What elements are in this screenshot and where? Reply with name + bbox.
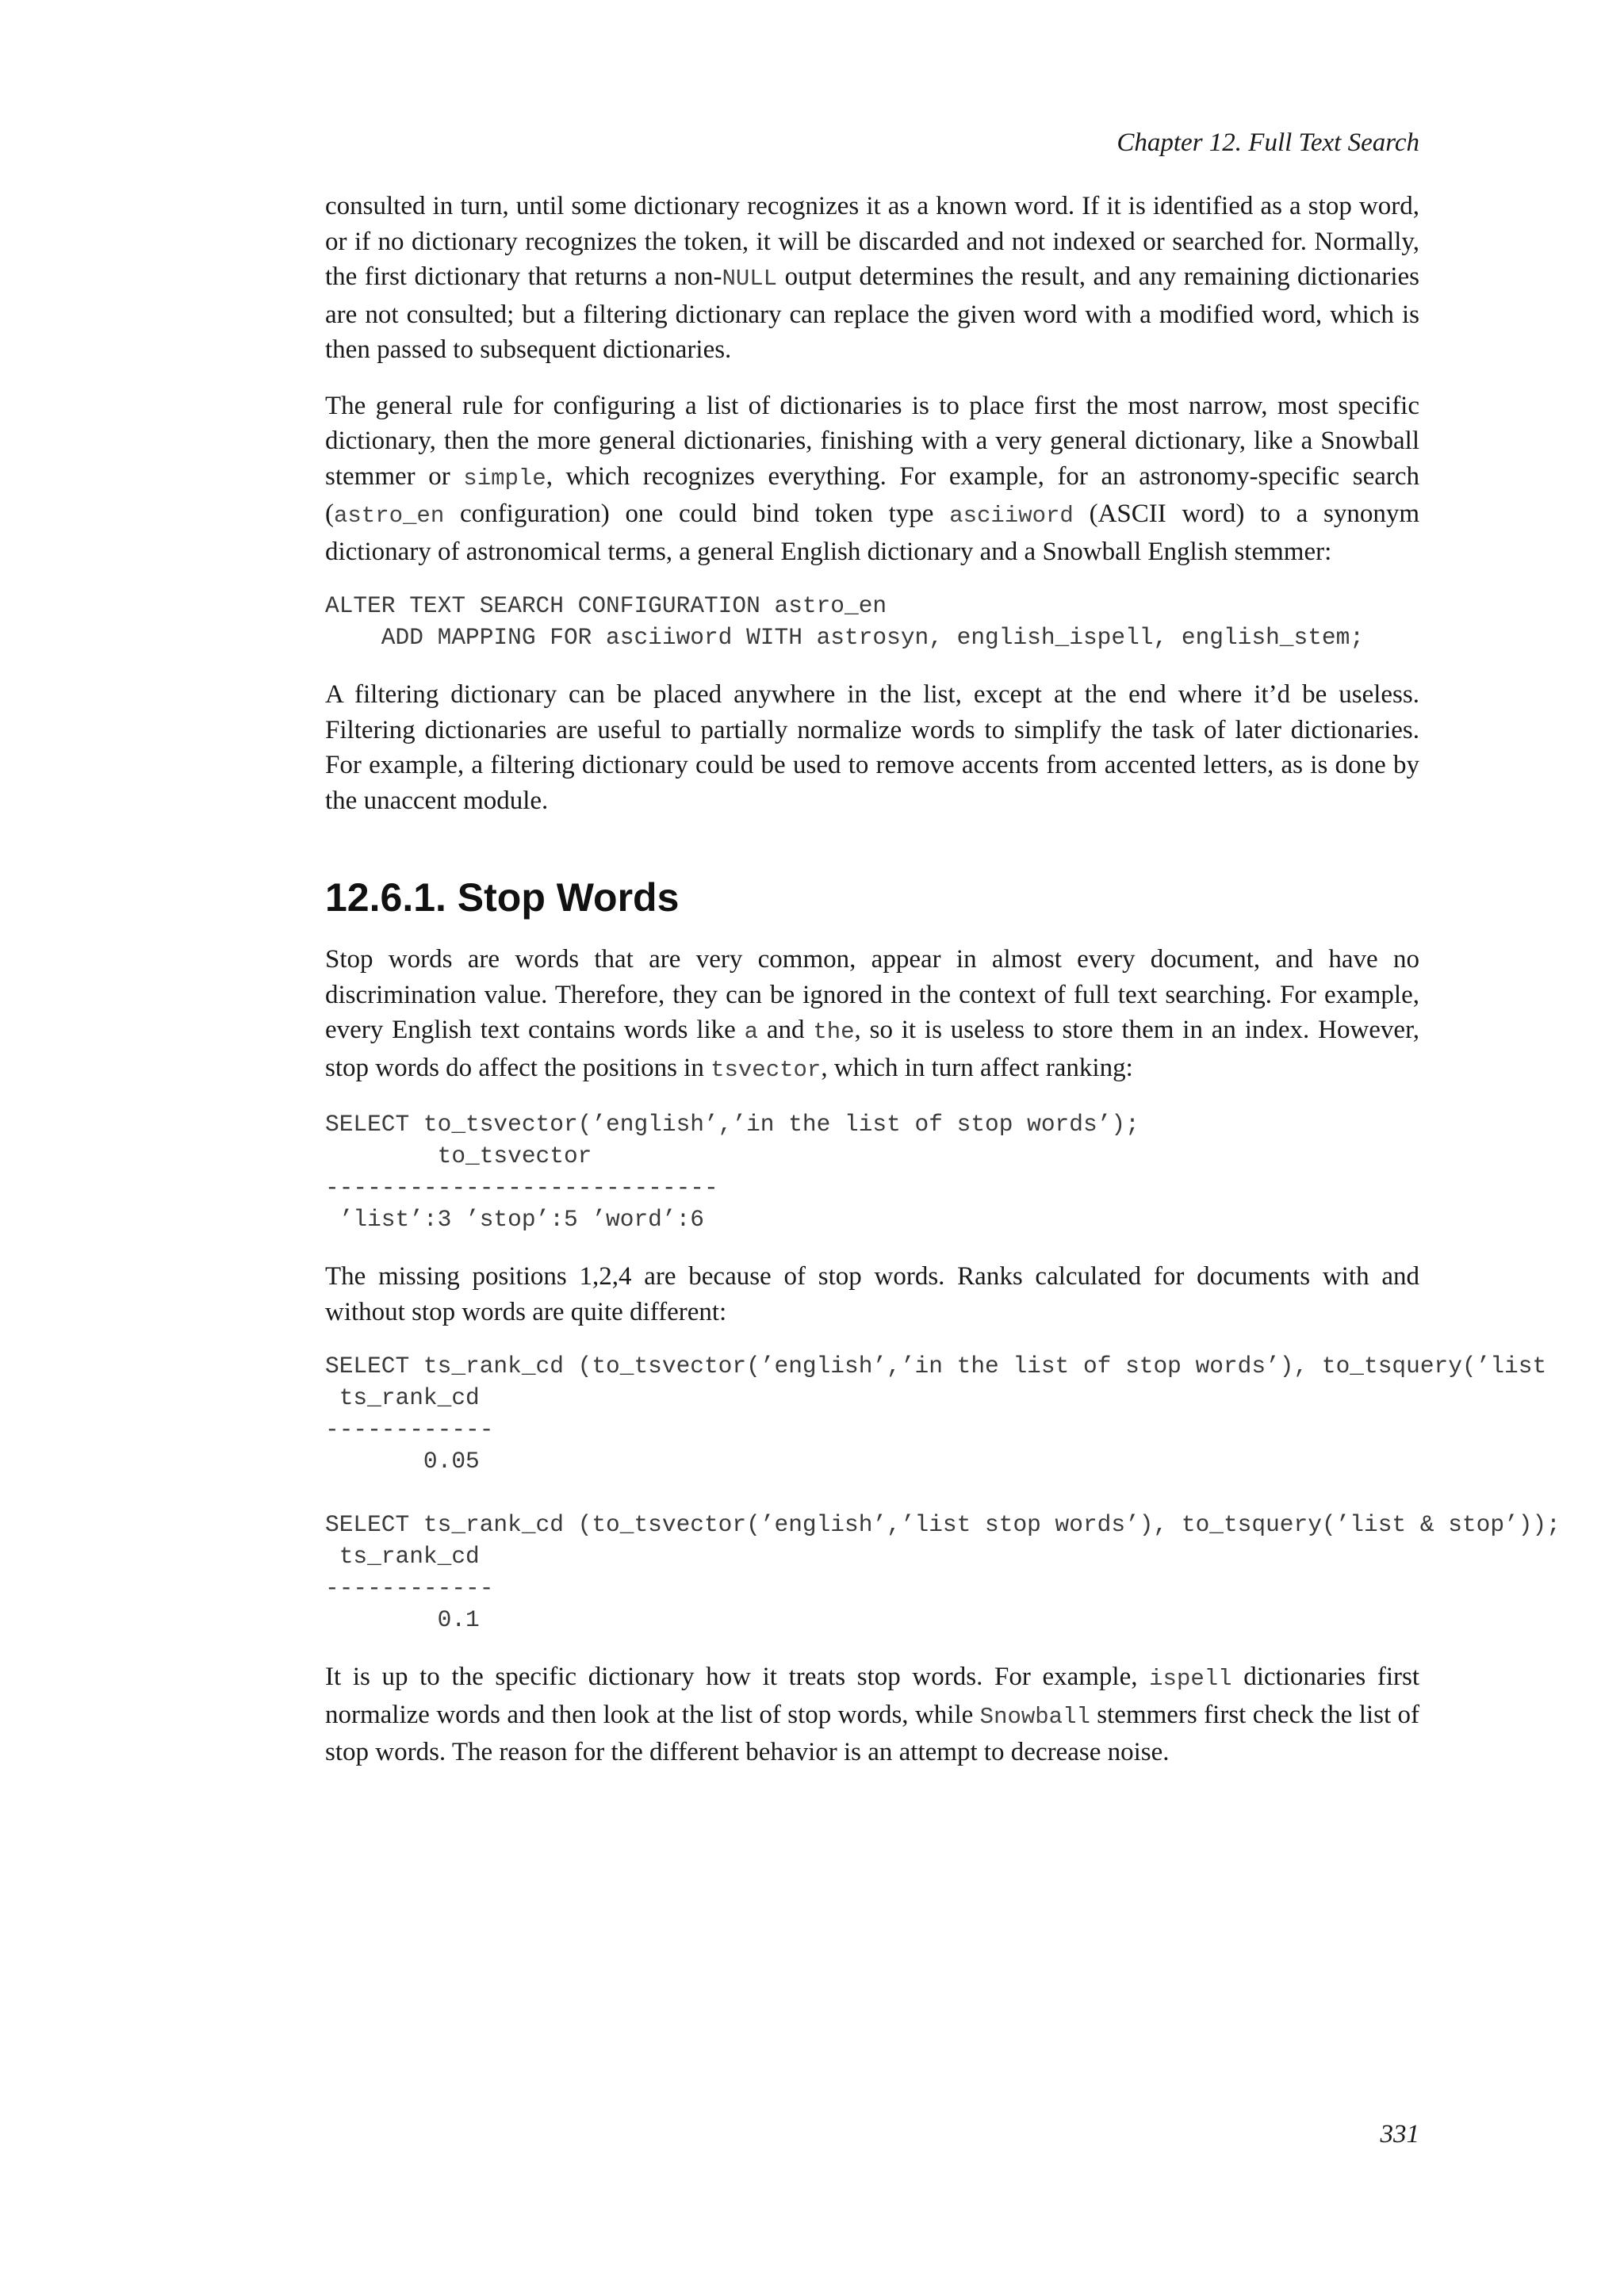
inline-code: a bbox=[744, 1019, 759, 1045]
text-run: and bbox=[758, 1016, 814, 1044]
paragraph-dictionary-consultation bbox=[325, 189, 1419, 368]
page-number: 331 bbox=[1380, 2120, 1419, 2149]
inline-code: ispell bbox=[1149, 1666, 1232, 1692]
text-run: stemmers first check the list of stop words. The reason for the different behavior is an attempt to decrease noise. bbox=[325, 1700, 1419, 1766]
text-run: , so it is useless to store them in an index. However, stop words do affect the positions in bbox=[325, 1016, 1419, 1082]
section-heading: 12.6.1. Stop Words bbox=[325, 875, 680, 920]
running-header: Chapter 12. Full Text Search bbox=[1116, 128, 1419, 157]
text-run: dictionaries first normalize words and then look at the list of stop words, while bbox=[325, 1663, 1419, 1729]
inline-code: the bbox=[813, 1019, 855, 1045]
paragraph-configuration-rule bbox=[325, 388, 1419, 570]
text-run: configuration) one could bind token type bbox=[444, 499, 950, 528]
text-run: The general rule for configuring a list of dictionaries is to place first the most narrow, most specific dictionary, then the more general dictionaries, finishing with a very general dictionary, like a Snowball stemmer or bbox=[325, 391, 1419, 491]
paragraph-missing-positions: The missing positions 1,2,4 are because of stop words. Ranks calculated for documents with and without stop words are quite different: bbox=[325, 1262, 1419, 1326]
inline-code: asciiword bbox=[949, 503, 1074, 529]
paragraph-dictionary-behavior bbox=[325, 1659, 1419, 1770]
code-block-ts-rank: SELECT ts_rank_cd (to_tsvector(’english’,’in the list of stop words’), to_tsquery(’list ts_rank_cd ------------ 0.05 SELECT ts_rank_cd (to_tsvector(’english’,’list stop words’), to_tsquery(’list & stop’)); ts_rank_cd ------------ 0.1 bbox=[325, 1353, 1561, 1633]
inline-code: NULL bbox=[722, 266, 778, 292]
inline-code: simple bbox=[463, 465, 546, 492]
inline-code: astro_en bbox=[334, 503, 445, 529]
inline-code: tsvector bbox=[710, 1056, 822, 1083]
text-run: , which recognizes everything. For example, for an astronomy-specific search ( bbox=[325, 461, 1419, 528]
paragraph-filtering-dictionary: A filtering dictionary can be placed anywhere in the list, except at the end where it’d be useless. Filtering dictionaries are useful to partially normalize words to simplify the task of later dictionaries. For example, a filtering dictionary could be used to remove accents from accented letters, as is done by the unaccent module. bbox=[325, 680, 1419, 815]
text-run: consulted in turn, until some dictionary recognizes it as a known word. If it is identified as a stop word, or if no dictionary recognizes the token, it will be discarded and not indexed or searched for. Normally, the first dictionary that returns a non- bbox=[325, 192, 1419, 291]
text-run: (ASCII word) to a synonym dictionary of astronomical terms, a general English dictionary and a Snowball English stemmer: bbox=[325, 499, 1419, 566]
page-content bbox=[325, 189, 1561, 1791]
text-run: It is up to the specific dictionary how it treats stop words. For example, bbox=[325, 1663, 1150, 1691]
text-run: , which in turn affect ranking: bbox=[821, 1053, 1133, 1082]
text-run: output determines the result, and any remaining dictionaries are not consulted; but a filtering dictionary can replace the given word with a modified word, which is then passed to subsequent dictionaries. bbox=[325, 262, 1419, 364]
text-run: Stop words are words that are very common, appear in almost every document, and have no discrimination value. Therefore, they can be ignored in the context of full text searching. For example, every English text contains words like bbox=[325, 945, 1419, 1044]
inline-code: Snowball bbox=[979, 1703, 1090, 1730]
code-block-to-tsvector: SELECT to_tsvector(’english’,’in the list of stop words’); to_tsvector ---------------------------- ’list’:3 ’stop’:5 ’word’:6 bbox=[325, 1111, 1139, 1233]
paragraph-stop-words-intro bbox=[325, 942, 1419, 1088]
code-block-alter-config: ALTER TEXT SEARCH CONFIGURATION astro_en ADD MAPPING FOR asciiword WITH astrosyn, english_ispell, english_stem; bbox=[325, 592, 1365, 651]
